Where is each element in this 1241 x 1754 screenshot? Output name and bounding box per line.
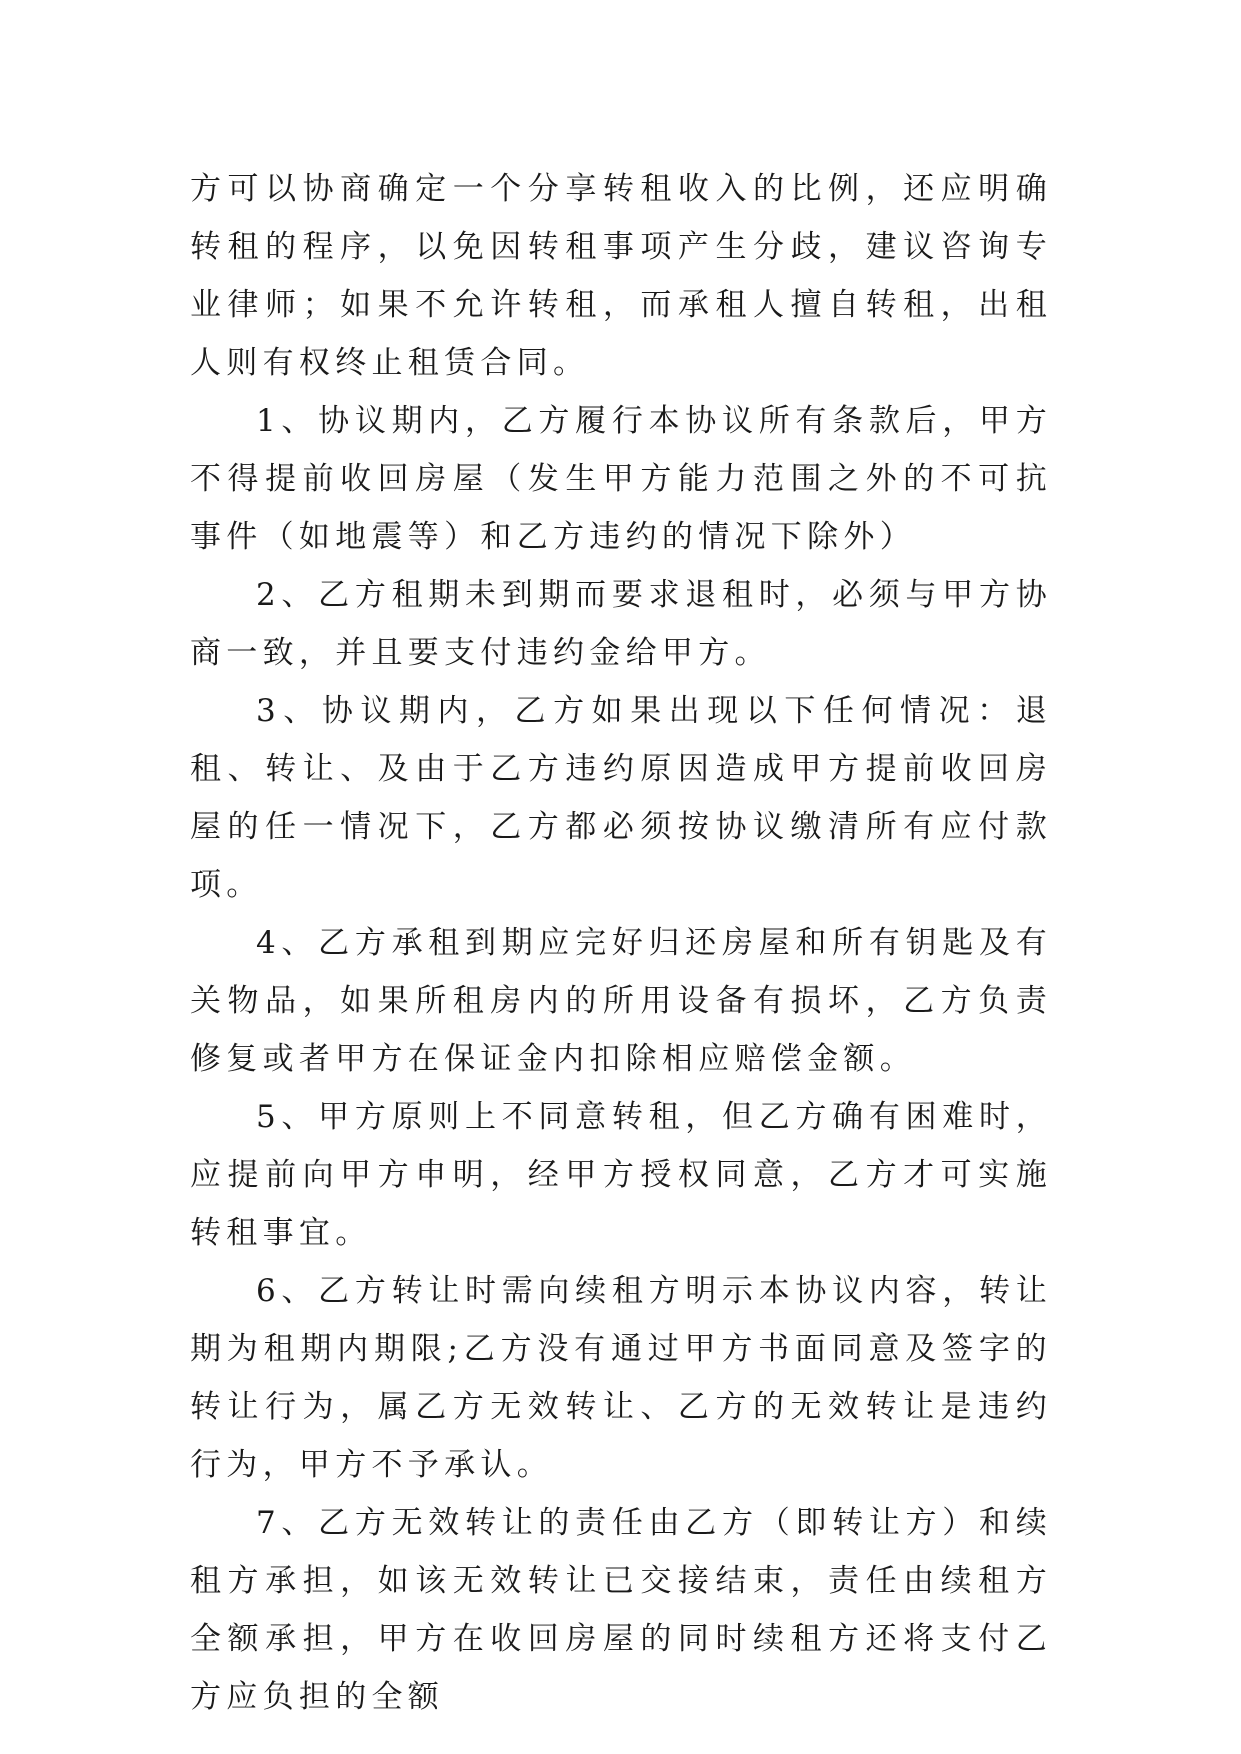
paragraph-clause-3: 3、协议期内，乙方如果出现以下任何情况：退租、转让、及由于乙方违约原因造成甲方提前收回房屋的任一情况下，乙方都必须按协议缴清所有应付款项。 [190,693,1052,903]
paragraph-clause-7: 7、乙方无效转让的责任由乙方（即转让方）和续租方承担，如该无效转让已交接结束，责任由续租方全额承担，甲方在收回房屋的同时续租方还将支付乙方应负担的全额 [190,1505,1052,1715]
paragraph-clause-6: 6、乙方转让时需向续租方明示本协议内容，转让期为租期内期限;乙方没有通过甲方书面同意及签字的转让行为，属乙方无效转让、乙方的无效转让是违约行为，甲方不予承认。 [190,1273,1052,1483]
paragraph-clause-4: 4、乙方承租到期应完好归还房屋和所有钥匙及有关物品，如果所租房内的所用设备有损坏，乙方负责修复或者甲方在保证金内扣除相应赔偿金额。 [190,925,1052,1077]
paragraph-clause-2: 2、乙方租期未到期而要求退租时，必须与甲方协商一致，并且要支付违约金给甲方。 [190,577,1052,671]
paragraph-intro-continuation: 方可以协商确定一个分享转租收入的比例，还应明确转租的程序，以免因转租事项产生分歧，建议咨询专业律师；如果不允许转租，而承租人擅自转租，出租人则有权终止租赁合同。 [190,171,1052,381]
document-body [190,160,1052,1726]
paragraph-clause-1: 1、协议期内，乙方履行本协议所有条款后，甲方不得提前收回房屋（发生甲方能力范围之外的不可抗事件（如地震等）和乙方违约的情况下除外） [190,403,1052,555]
paragraph-clause-5: 5、甲方原则上不同意转租，但乙方确有困难时，应提前向甲方申明，经甲方授权同意，乙方才可实施转租事宜。 [190,1099,1052,1251]
